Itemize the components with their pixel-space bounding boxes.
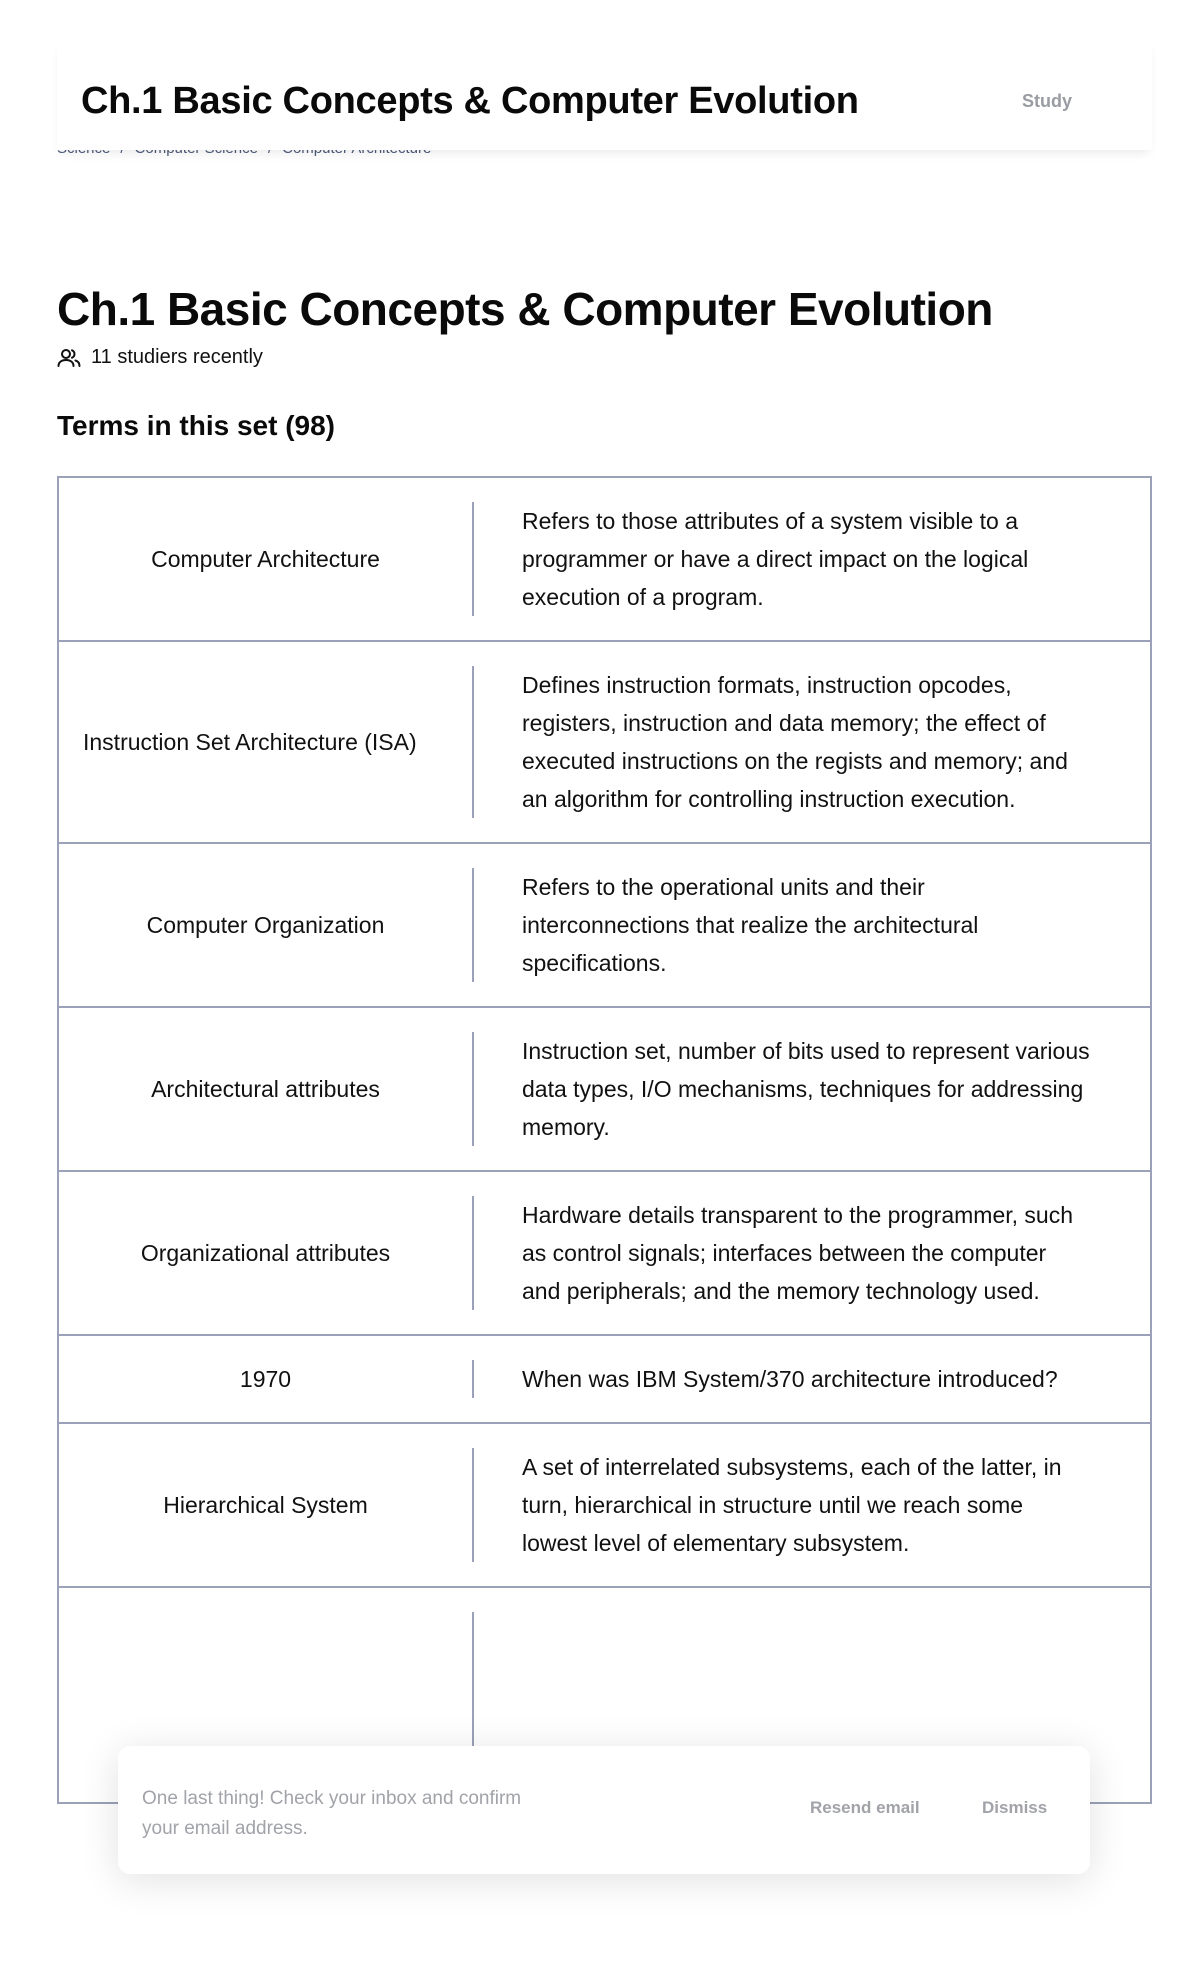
term-row[interactable] xyxy=(57,476,1152,642)
term-row[interactable] xyxy=(57,1008,1152,1172)
page-title: Ch.1 Basic Concepts & Computer Evolution xyxy=(57,283,993,335)
users-icon xyxy=(57,348,81,368)
resend-email-button[interactable]: Resend email xyxy=(810,1798,920,1817)
toast-message: One last thing! Check your inbox and confirm your email address. xyxy=(142,1788,522,1839)
dismiss-button[interactable]: Dismiss xyxy=(982,1798,1048,1817)
study-button[interactable]: Study xyxy=(1021,91,1072,111)
studiers-label: 11 studiers recently xyxy=(91,346,263,368)
terms-list xyxy=(57,476,1152,1804)
definition-text: A set of interrelated subsystems, each of the latter, in turn, hierarchical in structure until we reach some lowest level of elementary subsystem. xyxy=(522,1454,1062,1556)
term-text: Computer Architecture xyxy=(151,546,380,572)
term-row[interactable] xyxy=(57,642,1152,844)
term-text: Organizational attributes xyxy=(140,1240,391,1266)
definition-text: Refers to the operational units and their interconnections that realize the architectural specifications. xyxy=(522,874,979,976)
sticky-header xyxy=(57,40,1152,150)
definition-text: Defines instruction formats, instruction opcodes, registers, instruction and data memory; the effect of executed instructions on the regists and memory; and an algorithm for controlling instruction execution. xyxy=(522,672,1068,812)
verify-email-toast xyxy=(118,1746,1090,1874)
term-text: Architectural attributes xyxy=(151,1076,380,1102)
definition-text: Refers to those attributes of a system visible to a programmer or have a direct impact on the logical execution of a program. xyxy=(522,508,1029,610)
term-row[interactable] xyxy=(57,1424,1152,1588)
term-row[interactable] xyxy=(57,844,1152,1008)
term-row[interactable] xyxy=(57,1172,1152,1336)
definition-text: Instruction set, number of bits used to represent various data types, I/O mechanisms, techniques for addressing memory. xyxy=(522,1038,1090,1140)
header-title: Ch.1 Basic Concepts & Computer Evolution xyxy=(81,80,859,122)
terms-heading: Terms in this set (98) xyxy=(57,410,336,441)
term-text: 1970 xyxy=(239,1366,292,1392)
term-text: Hierarchical System xyxy=(163,1492,368,1518)
term-text: Instruction Set Architecture (ISA) xyxy=(83,729,417,755)
definition-text: Hardware details transparent to the programmer, such as control signals; interfaces between the computer and peripherals; and the memory technology used. xyxy=(522,1202,1073,1304)
term-row[interactable] xyxy=(57,1336,1152,1424)
definition-text: When was IBM System/370 architecture introduced? xyxy=(522,1366,1058,1392)
term-text: Computer Organization xyxy=(146,912,385,938)
studiers-count xyxy=(57,346,263,369)
